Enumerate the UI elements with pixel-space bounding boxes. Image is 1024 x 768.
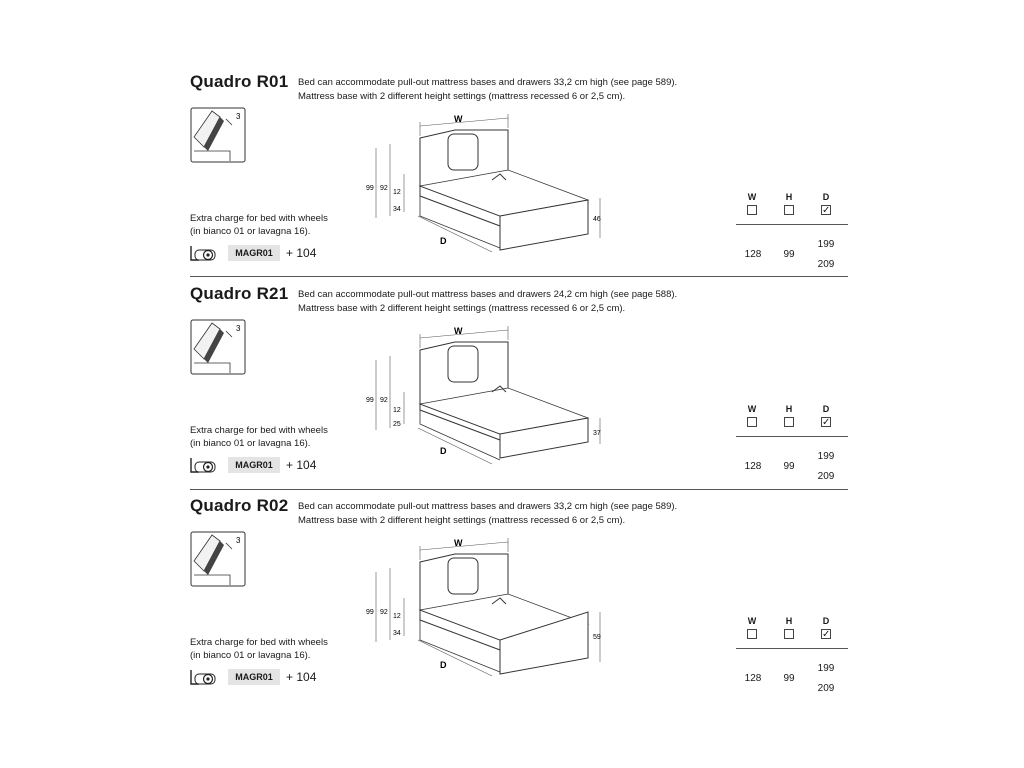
product-description: [298, 500, 677, 528]
checkbox-d-checked[interactable]: ✓: [822, 205, 831, 216]
product-section-r21: [0, 284, 1024, 496]
height-foot-label: 59: [593, 634, 601, 641]
checkbox-h[interactable]: [784, 417, 794, 427]
section-divider: [190, 489, 848, 490]
depth-dim-label: D: [440, 236, 447, 246]
height-low-label: 25: [393, 421, 401, 428]
mattress-recess-thumbnail: [190, 319, 250, 377]
price: + 104: [286, 670, 317, 684]
value-d2: 209: [817, 683, 835, 694]
height-mid-label: 12: [393, 189, 401, 196]
col-header-d: D: [822, 404, 830, 414]
height-total-label: 99: [366, 609, 374, 616]
wheel-icon: [189, 668, 225, 688]
value-w: 128: [744, 461, 762, 472]
extra-line: Extra charge for bed with wheels: [190, 213, 328, 224]
value-h: 99: [783, 249, 795, 260]
height-head-label: 92: [380, 609, 388, 616]
height-total-label: 99: [366, 397, 374, 404]
wheel-icon: [189, 244, 225, 264]
bed-diagram: [360, 108, 610, 258]
height-total-label: 99: [366, 185, 374, 192]
height-mid-label: 12: [393, 613, 401, 620]
height-foot-label: 37: [593, 430, 601, 437]
price: + 104: [286, 246, 317, 260]
thumbnail-label: 3: [236, 536, 241, 545]
col-header-w: W: [747, 192, 757, 202]
section-divider: [190, 276, 848, 277]
extra-line: (in bianco 01 or lavagna 16).: [190, 650, 311, 661]
width-dim-label: W: [454, 114, 463, 124]
value-w: 128: [744, 249, 762, 260]
col-header-w: W: [747, 616, 757, 626]
thumbnail-label: 3: [236, 112, 241, 121]
wheel-icon: [189, 456, 225, 476]
description-line: Mattress base with 2 different height settings (mattress recessed 6 or 2,5 cm).: [298, 91, 626, 102]
height-low-label: 34: [393, 630, 401, 637]
checkbox-d-checked[interactable]: ✓: [822, 417, 831, 428]
height-low-label: 34: [393, 206, 401, 213]
description-line: Mattress base with 2 different height settings (mattress recessed 6 or 2,5 cm).: [298, 303, 626, 314]
table-divider: [736, 224, 848, 225]
product-section-r02: [0, 496, 1024, 708]
description-line: Bed can accommodate pull-out mattress bases and drawers 33,2 cm high (see page 589).: [298, 77, 678, 88]
value-d1: 199: [817, 663, 835, 674]
price: + 104: [286, 458, 317, 472]
checkbox-h[interactable]: [784, 629, 794, 639]
value-h: 99: [783, 461, 795, 472]
checkbox-h[interactable]: [784, 205, 794, 215]
mattress-recess-thumbnail: [190, 531, 250, 589]
extra-line: (in bianco 01 or lavagna 16).: [190, 438, 311, 449]
bed-diagram: [360, 532, 610, 682]
height-foot-label: 46: [593, 216, 601, 223]
extra-line: Extra charge for bed with wheels: [190, 425, 328, 436]
wheels-extra-note: [190, 212, 328, 238]
value-d2: 209: [817, 471, 835, 482]
wheels-extra-note: [190, 424, 328, 450]
width-dim-label: W: [454, 326, 463, 336]
product-section-r01: [0, 72, 1024, 284]
checkbox-d-checked[interactable]: ✓: [822, 629, 831, 640]
product-title: Quadro R21: [190, 284, 289, 303]
description-line: Mattress base with 2 different height settings (mattress recessed 6 or 2,5 cm).: [298, 515, 626, 526]
product-description: [298, 76, 677, 104]
product-code: MAGR01: [228, 669, 280, 685]
checkbox-w[interactable]: [747, 629, 757, 639]
thumbnail-label: 3: [236, 324, 241, 333]
value-h: 99: [783, 673, 795, 684]
height-mid-label: 12: [393, 407, 401, 414]
extra-line: (in bianco 01 or lavagna 16).: [190, 226, 311, 237]
description-line: Bed can accommodate pull-out mattress bases and drawers 24,2 cm high (see page 588).: [298, 289, 678, 300]
product-code: MAGR01: [228, 245, 280, 261]
depth-dim-label: D: [440, 446, 447, 456]
description-line: Bed can accommodate pull-out mattress bases and drawers 33,2 cm high (see page 589).: [298, 501, 678, 512]
depth-dim-label: D: [440, 660, 447, 670]
height-head-label: 92: [380, 397, 388, 404]
wheels-extra-note: [190, 636, 328, 662]
mattress-recess-thumbnail: [190, 107, 250, 165]
value-d2: 209: [817, 259, 835, 270]
value-w: 128: [744, 673, 762, 684]
product-description: [298, 288, 677, 316]
checkbox-w[interactable]: [747, 205, 757, 215]
product-title: Quadro R02: [190, 496, 289, 515]
col-header-h: H: [785, 404, 793, 414]
table-divider: [736, 648, 848, 649]
height-head-label: 92: [380, 185, 388, 192]
bed-diagram: [360, 320, 610, 470]
col-header-d: D: [822, 192, 830, 202]
col-header-w: W: [747, 404, 757, 414]
value-d1: 199: [817, 239, 835, 250]
col-header-h: H: [785, 192, 793, 202]
col-header-d: D: [822, 616, 830, 626]
checkbox-w[interactable]: [747, 417, 757, 427]
width-dim-label: W: [454, 538, 463, 548]
value-d1: 199: [817, 451, 835, 462]
extra-line: Extra charge for bed with wheels: [190, 637, 328, 648]
col-header-h: H: [785, 616, 793, 626]
table-divider: [736, 436, 848, 437]
product-title: Quadro R01: [190, 72, 289, 91]
product-code: MAGR01: [228, 457, 280, 473]
